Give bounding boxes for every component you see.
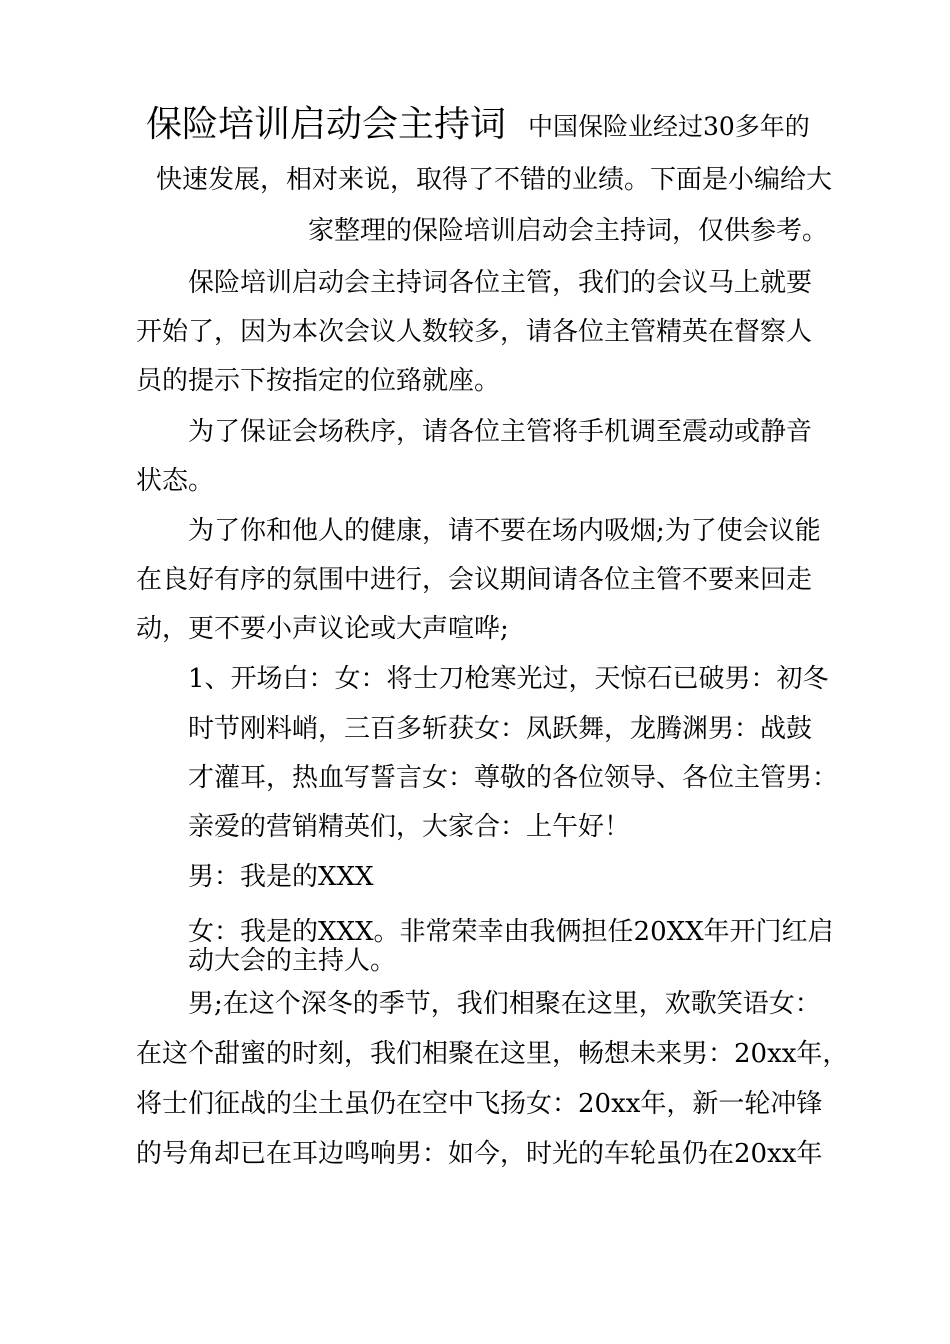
intro-line: 家整理的保险培训启动会主持词，仅供参考。	[308, 216, 829, 246]
document-title: 保险培训启动会主持词	[146, 104, 507, 145]
paragraph-line: 亲爱的营销精英们，大家合：上午好！	[188, 812, 631, 842]
paragraph-line: 动大会的主持人。	[188, 946, 397, 976]
intro-line: 中国保险业经过30多年的	[528, 112, 810, 141]
paragraph-line: 保险培训启动会主持词各位主管，我们的会议马上就要	[188, 268, 813, 298]
paragraph-line: 开始了，因为本次会议人数较多，请各位主管精英在督察人	[136, 317, 813, 347]
paragraph-line: 的号角却已在耳边鸣响男：如今，时光的车轮虽仍在20xx年	[136, 1139, 823, 1169]
paragraph-line: 才灌耳，热血写誓言女：尊敬的各位领导、各位主管男：	[188, 763, 839, 793]
intro-line: 快速发展，相对来说，取得了不错的业绩。下面是小编给大	[156, 165, 833, 195]
paragraph-line: 在良好有序的氛围中进行，会议期间请各位主管不要来回走	[136, 565, 813, 595]
paragraph-line: 为了保证会场秩序，请各位主管将手机调至震动或静音	[188, 417, 813, 447]
paragraph-line: 将士们征战的尘土虽仍在空中飞扬女：20xx年，新一轮冲锋	[136, 1089, 823, 1119]
paragraph-line: 时节刚料峭，三百多斩获女：凤跃舞，龙腾渊男：战鼓	[188, 714, 813, 744]
paragraph-line: 男：我是的XXX	[188, 862, 374, 892]
paragraph-line: 1、开场白：女：将士刀枪寒光过，天惊石已破男：初冬	[188, 664, 829, 694]
paragraph-line: 动，更不要小声议论或大声喧哗;	[136, 614, 509, 644]
paragraph-line: 男;在这个深冬的季节，我们相聚在这里，欢歌笑语女：	[188, 989, 821, 1019]
paragraph-line: 女：我是的XXX。非常荣幸由我俩担任20XX年开门红启	[188, 917, 834, 947]
paragraph-line: 员的提示下按指定的位臵就座。	[136, 366, 501, 396]
paragraph-line: 状态。	[136, 466, 215, 496]
paragraph-line: 在这个甜蜜的时刻，我们相聚在这里，畅想未来男：20xx年，	[136, 1039, 849, 1069]
paragraph-line: 为了你和他人的健康，请不要在场内吸烟;为了使会议能	[188, 516, 821, 546]
